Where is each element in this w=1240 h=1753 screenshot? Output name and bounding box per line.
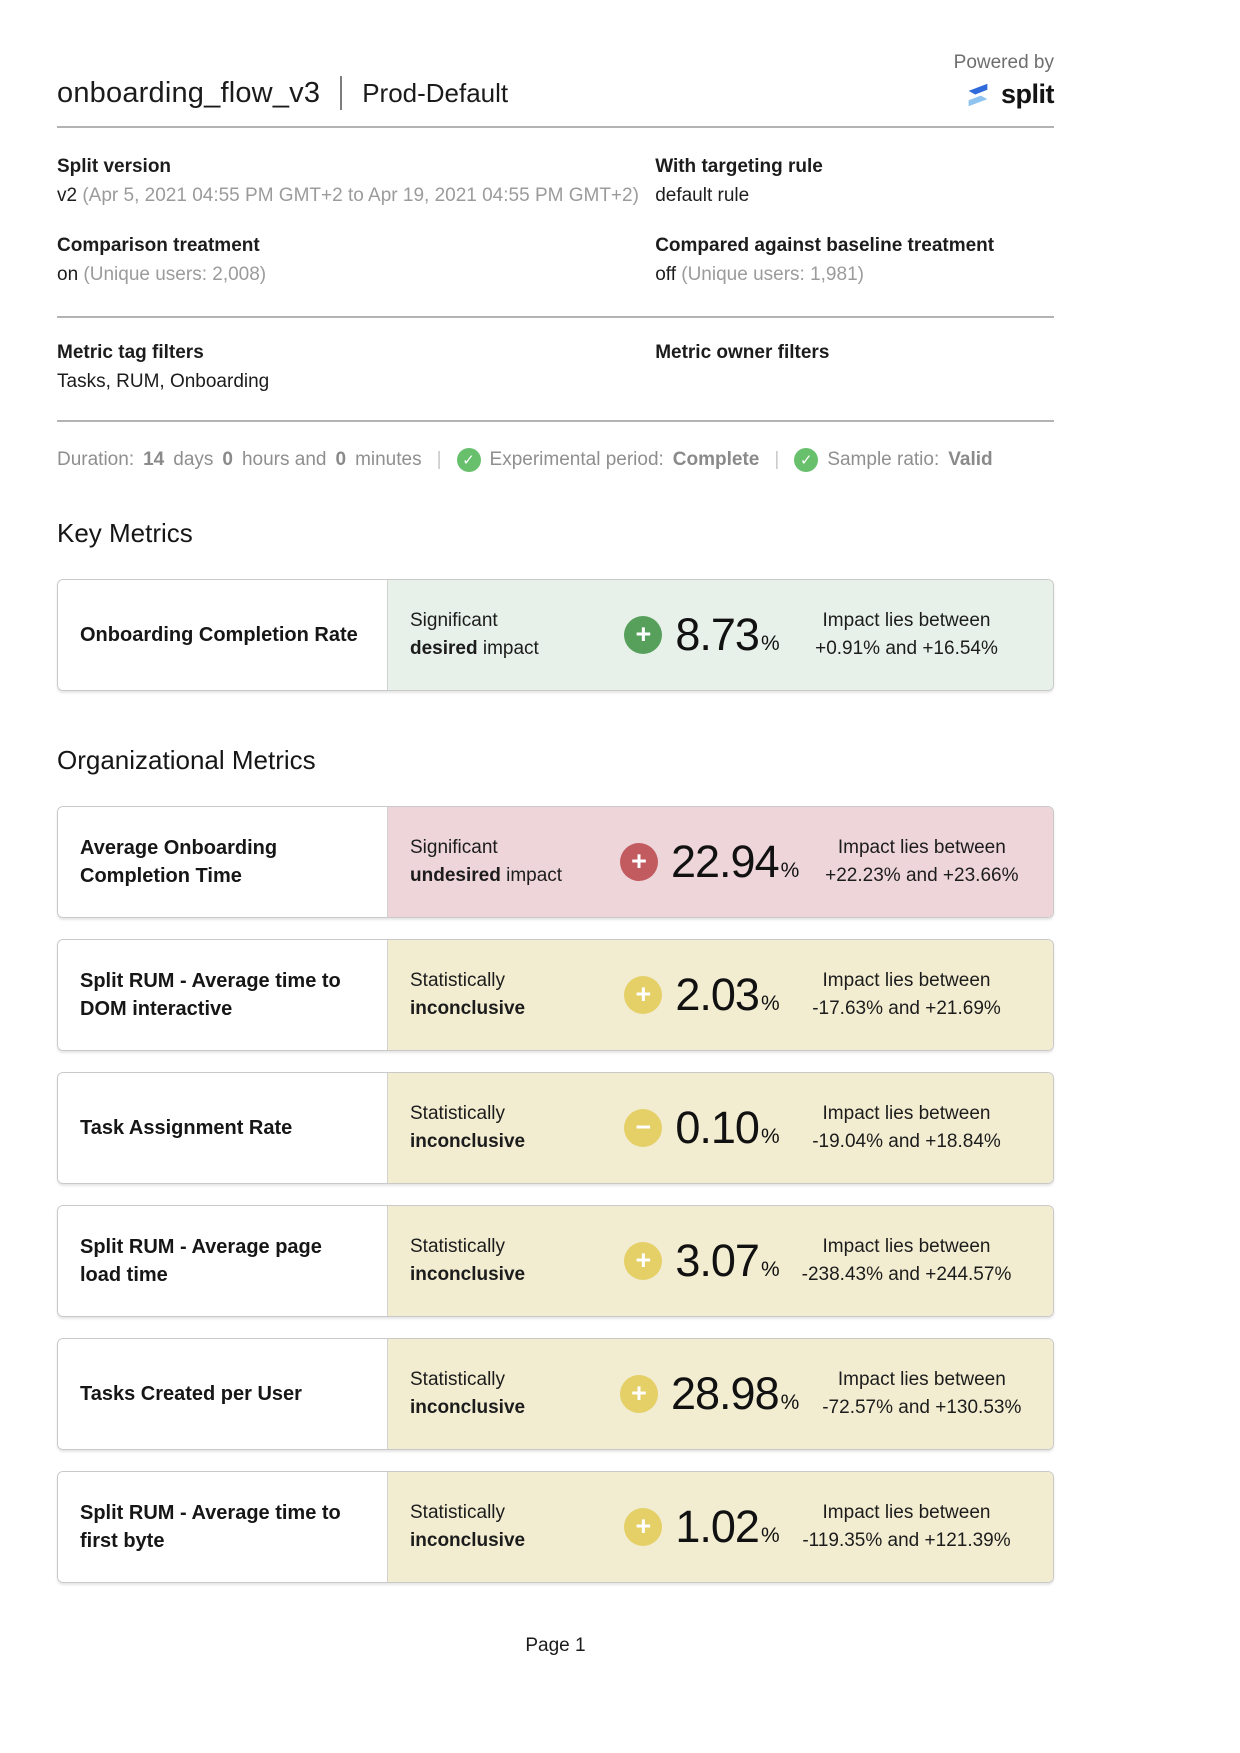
field-split-version xyxy=(57,156,655,207)
header-divider xyxy=(57,126,1054,128)
metric-value: + 2.03 % xyxy=(624,969,779,1021)
metric-status: Statistically inconclusive xyxy=(410,969,526,1019)
page-number: Page 1 xyxy=(525,1635,586,1656)
metric-card xyxy=(57,939,1054,1051)
field-label: Metric tag filters xyxy=(57,342,204,363)
field-label: Split version xyxy=(57,156,172,177)
impact-value: 1.02 xyxy=(675,1501,759,1552)
plus-icon: + xyxy=(620,843,658,881)
filters-divider xyxy=(57,420,1054,422)
separator: | xyxy=(774,449,780,470)
report-header xyxy=(57,76,1054,110)
metric-name: Onboarding Completion Rate xyxy=(58,580,388,690)
impact-range: Impact lies between +22.23% and +23.66% xyxy=(825,836,1019,886)
powered-by-label: Powered by xyxy=(953,52,1054,73)
metric-status: Significant desired impact xyxy=(410,609,539,659)
minus-icon: − xyxy=(624,1109,662,1147)
impact-value: 2.03 xyxy=(675,969,759,1020)
field-targeting-rule xyxy=(655,156,1054,207)
check-icon: ✓ xyxy=(457,448,481,472)
impact-value: 3.07 xyxy=(675,1235,759,1286)
experiment-status-bar xyxy=(57,448,1054,472)
brand-name: split xyxy=(1000,79,1054,109)
title-wrap xyxy=(57,76,508,110)
impact-range: Impact lies between -238.43% and +244.57% xyxy=(801,1235,1012,1285)
meta-grid xyxy=(57,156,1054,286)
metric-status: Statistically inconclusive xyxy=(410,1368,526,1418)
field-label: Compared against baseline treatment xyxy=(655,235,995,256)
impact-value: 22.94 xyxy=(671,836,779,887)
metric-name: Split RUM - Average time to first byte xyxy=(58,1472,388,1582)
impact-range: Impact lies between -119.35% and +121.39% xyxy=(802,1501,1011,1551)
split-logo-icon xyxy=(963,80,993,110)
field-baseline-treatment xyxy=(655,235,1054,286)
comparison-unique-users: (Unique users: 2,008) xyxy=(83,264,267,285)
plus-icon: + xyxy=(624,616,662,654)
metric-name: Split RUM - Average page load time xyxy=(58,1206,388,1316)
impact-range: Impact lies between -17.63% and +21.69% xyxy=(812,969,1001,1019)
baseline-treatment-value: off xyxy=(655,264,676,285)
metric-value: + 1.02 % xyxy=(624,1501,779,1553)
metric-status: Statistically inconclusive xyxy=(410,1102,526,1152)
plus-icon: + xyxy=(624,976,662,1014)
metric-card xyxy=(57,1072,1054,1184)
duration-days: 14 xyxy=(143,449,165,470)
check-icon: ✓ xyxy=(794,448,818,472)
impact-range: Impact lies between -72.57% and +130.53% xyxy=(822,1368,1022,1418)
filters-grid xyxy=(57,342,1054,404)
split-version-dates: (Apr 5, 2021 04:55 PM GMT+2 to Apr 19, 2021 04:55 PM GMT+2) xyxy=(82,185,639,206)
impact-range: Impact lies between +0.91% and +16.54% xyxy=(815,609,998,659)
metric-value: + 28.98 % xyxy=(620,1368,799,1420)
metric-card xyxy=(57,806,1054,918)
targeting-rule-value: default rule xyxy=(655,185,750,206)
key-metrics-heading: Key Metrics xyxy=(57,518,193,548)
metric-value: + 3.07 % xyxy=(624,1235,779,1287)
environment-name: Prod-Default xyxy=(362,77,509,108)
plus-icon: + xyxy=(624,1508,662,1546)
metric-card xyxy=(57,579,1054,691)
metric-status: Statistically inconclusive xyxy=(410,1235,526,1285)
metric-card xyxy=(57,1205,1054,1317)
impact-value: 8.73 xyxy=(675,609,759,660)
metric-value: − 0.10 % xyxy=(624,1102,779,1154)
impact-value: 0.10 xyxy=(675,1102,759,1153)
metric-name: Tasks Created per User xyxy=(58,1339,388,1449)
split-version-value: v2 xyxy=(57,185,78,206)
metric-value: + 22.94 % xyxy=(620,836,799,888)
plus-icon: + xyxy=(624,1242,662,1280)
separator: | xyxy=(436,449,442,470)
field-metric-owner-filters xyxy=(655,342,1054,404)
baseline-unique-users: (Unique users: 1,981) xyxy=(681,264,864,285)
field-comparison-treatment xyxy=(57,235,655,286)
brand-logo xyxy=(963,79,1054,110)
metric-name: Task Assignment Rate xyxy=(58,1073,388,1183)
sample-ratio-value: Valid xyxy=(948,449,993,470)
metric-name: Split RUM - Average time to DOM interactive xyxy=(58,940,388,1050)
experimental-period-status: ✓ Experimental period: Complete xyxy=(457,448,760,472)
metric-card xyxy=(57,1338,1054,1450)
duration-hours: 0 xyxy=(222,449,233,470)
metric-value: + 8.73 % xyxy=(624,609,779,661)
duration-minutes: 0 xyxy=(335,449,347,470)
comparison-treatment-value: on xyxy=(57,264,79,285)
experimental-period-value: Complete xyxy=(672,449,760,470)
sample-ratio-status: ✓ Sample ratio: Valid xyxy=(794,448,992,472)
metric-tag-filters-value: Tasks, RUM, Onboarding xyxy=(57,371,270,392)
metric-card xyxy=(57,1471,1054,1583)
impact-range: Impact lies between -19.04% and +18.84% xyxy=(812,1102,1001,1152)
impact-value: 28.98 xyxy=(671,1368,779,1419)
field-label: With targeting rule xyxy=(655,156,823,177)
field-label: Comparison treatment xyxy=(57,235,260,256)
metric-name: Average Onboarding Completion Time xyxy=(58,807,388,917)
field-metric-tag-filters xyxy=(57,342,655,404)
metric-status: Significant undesired impact xyxy=(410,836,563,886)
report-page xyxy=(57,0,1054,1657)
meta-divider xyxy=(57,316,1054,318)
duration-label: Duration: xyxy=(57,449,135,470)
plus-icon: + xyxy=(620,1375,658,1413)
page-title: onboarding_flow_v3 xyxy=(57,76,321,109)
field-label: Metric owner filters xyxy=(655,342,830,363)
powered-by-row xyxy=(57,30,1054,74)
organizational-metrics-heading: Organizational Metrics xyxy=(57,745,316,775)
title-separator xyxy=(340,76,342,110)
metric-status: Statistically inconclusive xyxy=(410,1501,526,1551)
duration-status: Duration: 14 days 0 hours and 0 minutes xyxy=(57,449,422,470)
